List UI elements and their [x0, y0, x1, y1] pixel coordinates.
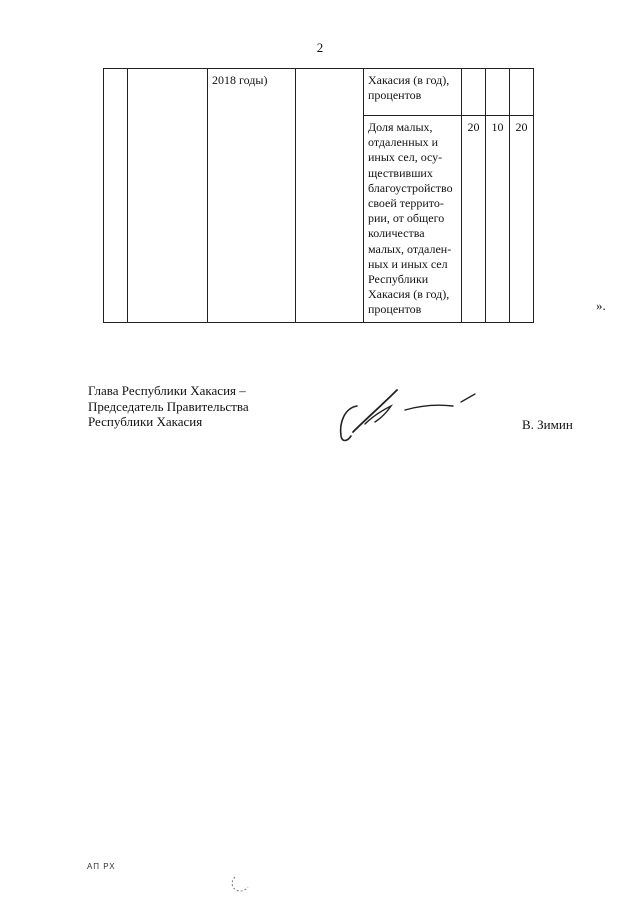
signatory-line: Глава Республики Хакасия –: [88, 383, 246, 398]
table-cell-value: [486, 69, 510, 116]
handwritten-signature: [335, 384, 485, 454]
table-cell-name: [128, 69, 208, 323]
table-cell-value: 20: [510, 116, 534, 323]
table-cell-value: 10: [486, 116, 510, 323]
closing-quote: ».: [596, 298, 606, 313]
table-cell-executor: [296, 69, 364, 323]
signatory-name: В. Зимин: [522, 417, 573, 432]
table-cell-value: 20: [462, 116, 486, 323]
table-cell-period: 2018 годы): [208, 69, 296, 323]
table-cell-indicator: Доля малых, отдаленных и иных сел, осу-ществивших благоустройство своей террито-рии, от общего количества малых, отдален-ных и иных сел Республики Хакасия (в год), процентов: [364, 116, 462, 323]
table-cell-value: [510, 69, 534, 116]
signatory-line: Республики Хакасия: [88, 414, 203, 429]
table-cell-number: [104, 69, 128, 323]
page-number: 2: [316, 40, 324, 55]
signatory-line: Председатель Правительства: [88, 398, 249, 414]
table-cell-indicator: Хакасия (в год), процентов: [364, 69, 462, 116]
signatory-title: [88, 383, 249, 430]
footer-code: АП РХ: [87, 862, 116, 871]
indicator-table: [103, 68, 534, 323]
table-cell-value: [462, 69, 486, 116]
stamp-mark-icon: [229, 872, 251, 894]
table-row: [104, 69, 534, 116]
